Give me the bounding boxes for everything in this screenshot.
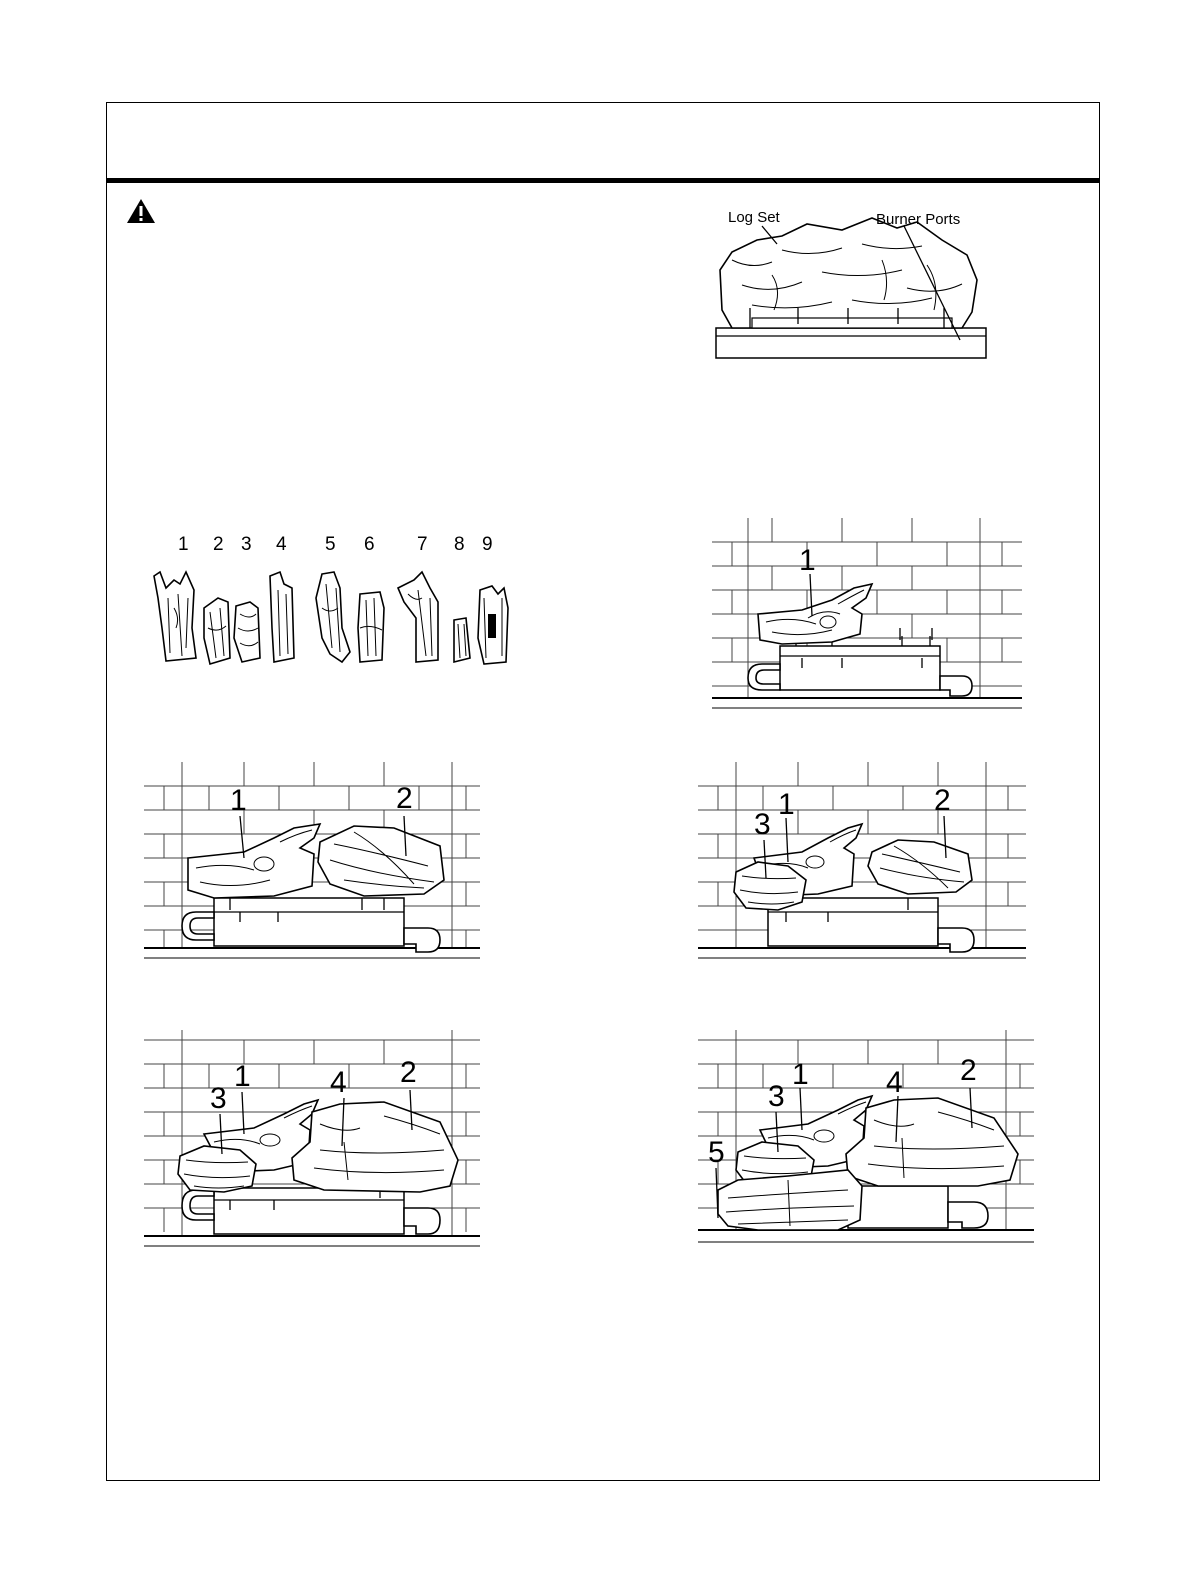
log-parts-figure (146, 528, 526, 673)
step-3-label-1: 1 (778, 788, 795, 821)
burner-ports-label: Burner Ports (876, 211, 961, 228)
step-5-label-2: 2 (960, 1054, 977, 1087)
warning-icon (126, 198, 156, 224)
step-2-figure (144, 762, 480, 967)
step-1-label-1: 1 (799, 544, 816, 577)
log-part-6 (358, 592, 384, 662)
part-number-9: 9 (482, 534, 493, 555)
log-part-4 (270, 572, 294, 662)
step-5-label-1: 1 (792, 1058, 809, 1091)
part-number-6: 6 (364, 534, 375, 555)
step-2-label-1: 1 (230, 784, 247, 817)
part-number-4: 4 (276, 534, 287, 555)
log-part-2 (204, 598, 230, 664)
log-part-9 (478, 586, 508, 664)
part-number-8: 8 (454, 534, 465, 555)
step-3-label-2: 2 (934, 784, 951, 817)
step-3-label-3: 3 (754, 808, 771, 841)
log-part-1 (154, 572, 196, 661)
step-5-label-3: 3 (768, 1080, 785, 1113)
part-number-1: 1 (178, 534, 189, 555)
step-4-figure (144, 1030, 480, 1255)
log-part-3 (234, 602, 260, 662)
part-number-2: 2 (213, 534, 224, 555)
step-1-figure (712, 518, 1022, 718)
step-4-label-3: 3 (210, 1082, 227, 1115)
part-number-7: 7 (417, 534, 428, 555)
step-5-label-5: 5 (708, 1136, 725, 1169)
step-4-label-4: 4 (330, 1066, 347, 1099)
step-2-label-2: 2 (396, 782, 413, 815)
part-number-5: 5 (325, 534, 336, 555)
part-number-3: 3 (241, 534, 252, 555)
step-5-label-4: 4 (886, 1066, 903, 1099)
step-4-label-1: 1 (234, 1060, 251, 1093)
log-part-7 (398, 572, 438, 662)
header-rule (106, 178, 1100, 183)
log-set-label: Log Set (728, 209, 780, 226)
log-set-burner-figure (712, 200, 1002, 365)
log-part-8 (454, 618, 470, 662)
step-5-figure (698, 1030, 1034, 1255)
log-part-5 (316, 572, 350, 662)
step-3-figure (698, 762, 1026, 967)
step-4-label-2: 2 (400, 1056, 417, 1089)
